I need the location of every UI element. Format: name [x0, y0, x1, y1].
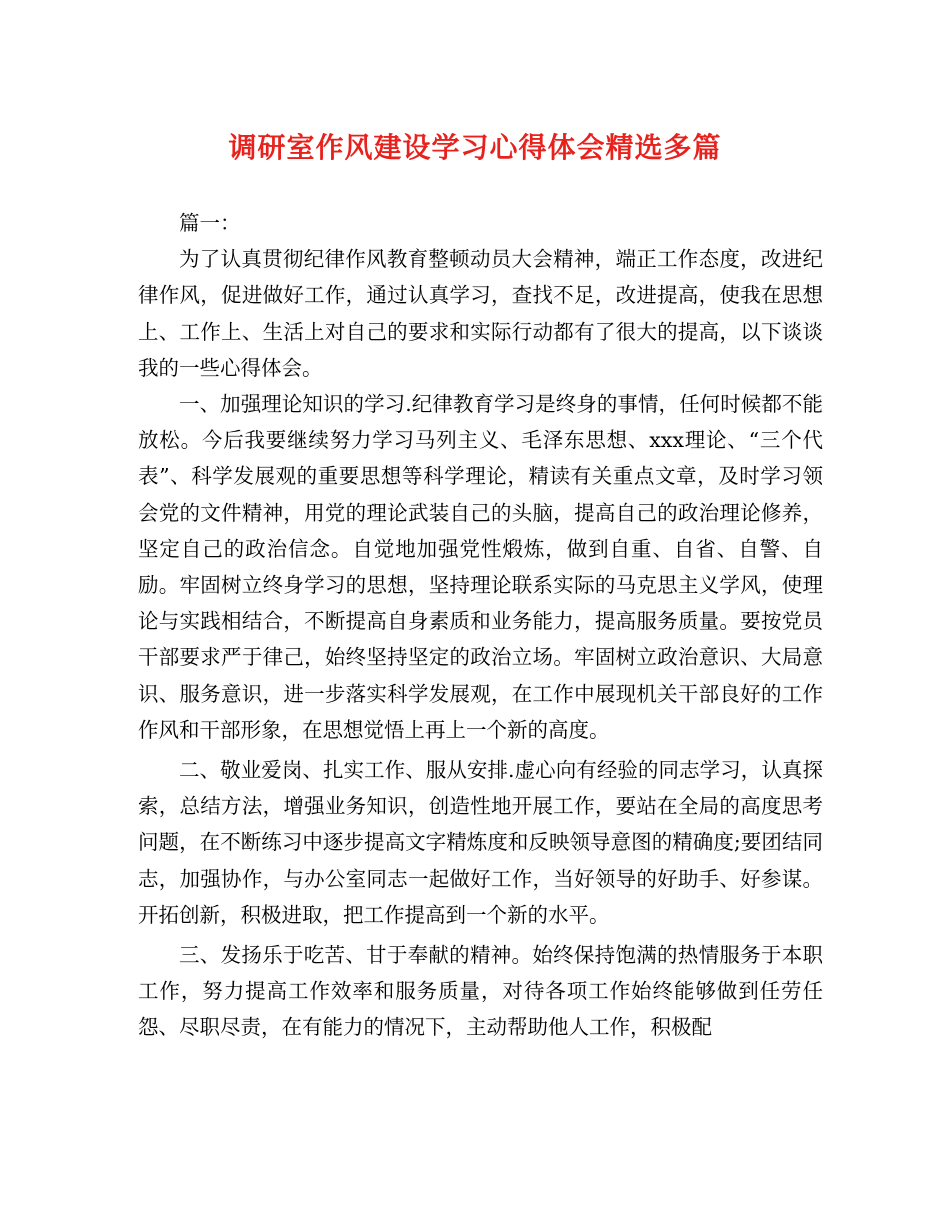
section-heading: 篇一：	[179, 211, 241, 235]
document-title: 调研室作风建设学习心得体会精选多篇	[228, 131, 722, 164]
body-paragraph: 三、发扬乐于吃苦、甘于奉献的精神。始终保持饱满的热情服务于本职工作，努力提高工作效率和服务质量，对待各项工作始终能够做到任劳任怨、尽职尽责，在有能力的情况下，主动帮助他人工作，积极配	[138, 943, 823, 1040]
body-paragraph: 二、敬业爱岗、扎实工作、服从安排.虚心向有经验的同志学习，认真探索，总结方法，增强业务知识，创造性地开展工作，要站在全局的高度思考问题，在不断练习中逐步提高文字精炼度和反映领导意图的精确度;要团结同志，加强协作，与办公室同志一起做好工作，当好领导的好助手、好参谋。开拓创新，积极进取，把工作提高到一个新的水平。	[138, 758, 823, 927]
body-paragraph: 为了认真贯彻纪律作风教育整顿动员大会精神，端正工作态度，改进纪律作风，促进做好工作，通过认真学习，查找不足，改进提高，使我在思想上、工作上、生活上对自己的要求和实际行动都有了很大的提高，以下谈谈我的一些心得体会。	[138, 247, 823, 380]
body-paragraph: 一、加强理论知识的学习.纪律教育学习是终身的事情，任何时候都不能放松。今后我要继续努力学习马列主义、毛泽东思想、xxx理论、“三个代表”、科学发展观的重要思想等科学理论，精读有关重点文章，及时学习领会党的文件精神，用党的理论武装自己的头脑，提高自己的政治理论修养，坚定自己的政治信念。自觉地加强党性煅炼，做到自重、自省、自警、自励。牢固树立终身学习的思想，坚持理论联系实际的马克思主义学风，使理论与实践相结合，不断提高自身素质和业务能力，提高服务质量。要按党员干部要求严于律己，始终坚持坚定的政治立场。牢固树立政治意识、大局意识、服务意识，进一步落实科学发展观，在工作中展现机关干部良好的工作作风和干部形象，在思想觉悟上再上一个新的高度。	[138, 392, 823, 742]
document-body	[138, 205, 823, 1046]
